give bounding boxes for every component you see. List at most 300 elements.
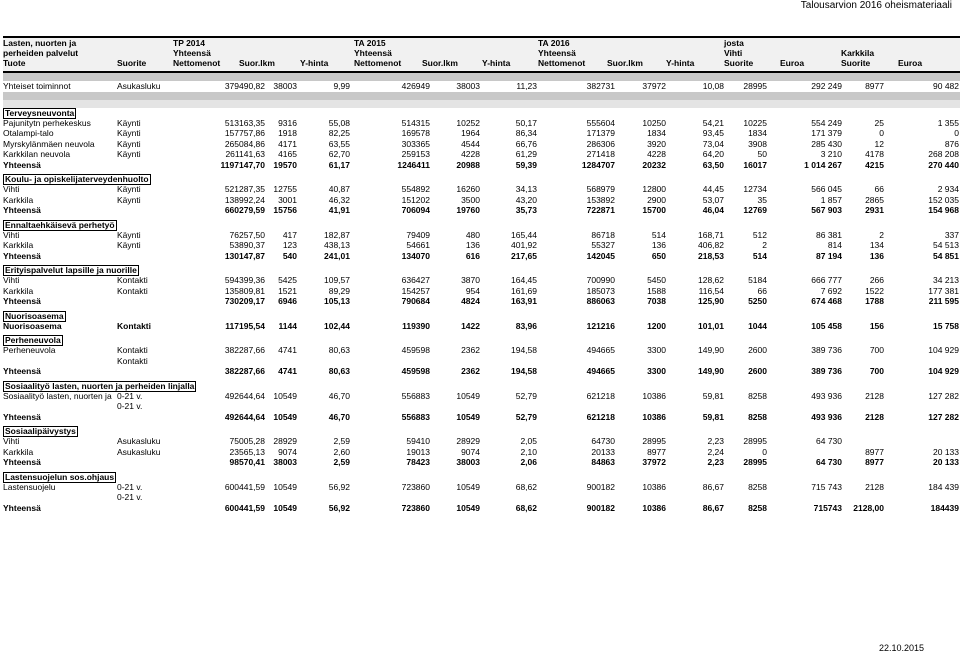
table-cell: Yhteiset toiminnot [3, 81, 71, 91]
table-cell: 1521 [278, 285, 297, 296]
total-row [3, 160, 960, 171]
table-cell: 68,62 [515, 502, 537, 513]
table-cell: 876 [944, 138, 959, 149]
table-cell: 35 [757, 194, 767, 205]
table-body [3, 73, 960, 513]
total-row [3, 296, 960, 307]
table-cell: Käynti [117, 229, 141, 240]
table-cell: 4741 [278, 366, 297, 376]
table-cell: 211 595 [928, 296, 959, 306]
table-cell: 389 736 [811, 366, 842, 376]
table-cell: 730209,17 [224, 296, 265, 306]
table-cell: 10386 [642, 481, 666, 492]
table-cell: 8258 [748, 390, 767, 401]
table-cell: 494665 [586, 345, 615, 355]
table-cell: 8977 [865, 446, 884, 457]
table-row [3, 230, 960, 241]
table-cell: Asukasluku [117, 436, 161, 446]
table-cell: 61,17 [328, 159, 350, 170]
table-cell: 149,90 [698, 366, 724, 376]
table-cell: 134070 [401, 250, 430, 261]
header-ta2015: TA 2015 Yhteensä Nettomenot [354, 38, 402, 68]
table-cell: 34 213 [933, 275, 959, 285]
table-cell: 493 936 [811, 411, 842, 422]
section-title: Ennaltaehkäisevä perhetyö [5, 219, 115, 230]
table-cell: 723860 [401, 481, 430, 492]
table-cell: 621218 [586, 390, 615, 401]
table-cell: 194,58 [511, 366, 537, 376]
table-cell: 3500 [461, 194, 480, 205]
table-cell: 46,70 [328, 390, 350, 401]
table-cell: 37972 [642, 457, 666, 467]
table-cell: 38003 [456, 457, 480, 467]
table-cell: 900182 [586, 481, 615, 492]
section-heading [3, 174, 960, 184]
header-euroa-karkkila: Euroa [898, 58, 923, 68]
table-row [3, 81, 960, 92]
table-cell: 55327 [591, 240, 615, 250]
table-row [3, 195, 960, 206]
table-cell: 1788 [865, 296, 884, 306]
table-cell: 10549 [456, 481, 480, 492]
table-cell: 104 929 [928, 345, 959, 355]
table-cell: 1197147,70 [220, 159, 265, 170]
header-tp2014: TP 2014 Yhteensä Nettomenot [173, 38, 221, 68]
table-cell: 2600 [748, 366, 767, 376]
table-cell: 142045 [586, 250, 615, 261]
table-cell: 568979 [586, 184, 615, 194]
table-cell: 161,69 [511, 285, 537, 296]
table-cell: 493 936 [811, 390, 842, 401]
total-row [3, 251, 960, 262]
table-cell: 5450 [647, 275, 666, 285]
table-cell: 44,45 [702, 184, 724, 194]
header-suorite: Suorite [117, 58, 147, 68]
table-cell: 138992,24 [224, 194, 265, 205]
table-cell: 417 [282, 229, 297, 240]
table-cell: 650 [651, 250, 666, 261]
table-cell: 3920 [647, 138, 666, 149]
table-cell: Yhteensä [3, 159, 41, 170]
table-cell: Yhteensä [3, 205, 41, 215]
table-cell: 61,29 [515, 149, 537, 159]
table-cell: 135809,81 [224, 285, 265, 296]
table-cell: 105 458 [811, 320, 842, 331]
table-row [3, 447, 960, 458]
table-cell: 19013 [406, 446, 430, 457]
table-cell: 886063 [586, 296, 615, 306]
table-cell: 50 [757, 149, 767, 159]
table-cell: 35,73 [515, 205, 537, 215]
table-cell: 151202 [401, 194, 430, 205]
table-cell: 10549 [456, 502, 480, 513]
table-row [3, 401, 960, 412]
table-cell: 64 730 [816, 436, 842, 446]
table-cell: 1834 [748, 128, 767, 138]
table-cell: 46,04 [702, 205, 724, 215]
table-cell: 10386 [642, 390, 666, 401]
header-suorlkm-2014: Suor.lkm [239, 58, 275, 68]
table-cell: Karkkila [3, 194, 34, 205]
table-cell: 80,63 [328, 345, 350, 355]
table-cell: 1918 [278, 128, 297, 138]
table-cell: 8977 [647, 446, 666, 457]
table-cell: 0 [762, 446, 767, 457]
table-cell: 63,50 [702, 159, 724, 170]
table-cell: 8258 [748, 481, 767, 492]
table-cell: 2600 [748, 345, 767, 355]
table-cell: 8977 [865, 81, 884, 91]
table-cell: 20232 [642, 159, 666, 170]
table-cell: 116,54 [698, 285, 724, 296]
table-cell: 459598 [401, 366, 430, 376]
table-cell: 9,99 [333, 81, 350, 91]
table-cell: 5425 [278, 275, 297, 285]
table-cell: 10549 [273, 502, 297, 513]
table-cell: 2,06 [520, 457, 537, 467]
table-cell: 20133 [591, 446, 615, 457]
section-heading [3, 311, 960, 321]
table-cell: 1284707 [581, 159, 615, 170]
table-cell: 16017 [743, 159, 767, 170]
table-cell: 2,60 [333, 446, 350, 457]
table-cell: 1246411 [397, 159, 430, 170]
table-cell: 7 692 [820, 285, 842, 296]
table-cell: 8258 [748, 502, 767, 513]
table-cell: Kontakti [117, 320, 151, 331]
table-cell: 66 [874, 184, 884, 194]
table-row [3, 356, 960, 367]
table-cell: 165,44 [511, 229, 537, 240]
table-cell: 540 [282, 250, 297, 261]
table-cell: 900182 [586, 502, 615, 513]
table-cell: 2,59 [333, 457, 350, 467]
table-cell: 12 [874, 138, 884, 149]
table-cell: 86,67 [702, 481, 724, 492]
table-cell: 20988 [456, 159, 480, 170]
table-cell: 401,92 [511, 240, 537, 250]
table-cell: 3300 [647, 345, 666, 355]
table-cell: 379490,82 [224, 81, 265, 91]
table-cell: 268 208 [928, 149, 959, 159]
table-row [3, 391, 960, 402]
table-cell: 8258 [748, 411, 767, 422]
table-cell: 621218 [586, 411, 615, 422]
table-cell: 303365 [401, 138, 430, 149]
table-cell: 790684 [401, 296, 430, 306]
table-cell: 90 482 [933, 81, 959, 91]
table-cell: 98570,41 [229, 457, 265, 467]
table-cell: 185073 [586, 285, 615, 296]
table-cell: Karkkila [3, 446, 34, 457]
table-cell: 52,79 [515, 411, 537, 422]
table-cell: 64 730 [816, 457, 842, 467]
table-cell: Nuorisoasema [3, 320, 62, 331]
table-cell: 34,13 [515, 184, 537, 194]
table-cell: 86,67 [702, 502, 724, 513]
section-title: Sosiaalityö lasten, nuorten ja perheiden linjalla [5, 380, 195, 391]
table-cell: 2865 [865, 194, 884, 205]
table-cell: 556883 [401, 411, 430, 422]
table-cell: 53890,37 [229, 240, 265, 250]
table-cell: 266 [869, 275, 884, 285]
table-cell: 164,45 [511, 275, 537, 285]
table-cell: 512 [752, 229, 767, 240]
table-cell: Karkkila [3, 285, 34, 296]
table-cell: 4178 [865, 149, 884, 159]
table-cell: 50,17 [515, 117, 537, 128]
table-cell: 566 045 [811, 184, 842, 194]
table-cell: 954 [465, 285, 480, 296]
table-cell: 10252 [456, 117, 480, 128]
table-cell: 700 [869, 366, 884, 376]
table-cell: 152 035 [928, 194, 959, 205]
table-cell: 265084,86 [224, 138, 265, 149]
table-cell: 556883 [401, 390, 430, 401]
table-cell: 1144 [278, 320, 297, 331]
table-cell: 55,08 [328, 117, 350, 128]
table-cell: 1044 [748, 320, 767, 331]
table-cell: 78423 [406, 457, 430, 467]
table-cell: 20 133 [933, 457, 959, 467]
table-cell: 64730 [591, 436, 615, 446]
table-cell: 149,90 [698, 345, 724, 355]
table-cell: 1200 [647, 320, 666, 331]
table-row [3, 482, 960, 493]
table-cell: 10,08 [702, 81, 724, 91]
table-cell: Perheneuvola [3, 345, 56, 355]
table-cell: 1964 [461, 128, 480, 138]
table-cell: 41,91 [328, 205, 350, 215]
table-cell: 2 934 [937, 184, 959, 194]
table-cell: 15 758 [933, 320, 959, 331]
table-cell: 521287,35 [224, 184, 265, 194]
table-cell: 40,87 [328, 184, 350, 194]
table-cell: 285 430 [811, 138, 842, 149]
table-cell: 492644,64 [224, 411, 265, 422]
table-cell: 2,24 [707, 446, 724, 457]
table-cell: 10225 [743, 117, 767, 128]
table-cell: Kontakti [117, 345, 148, 355]
table-cell: 337 [944, 229, 959, 240]
table-cell: 105,13 [324, 296, 350, 306]
table-cell: Vihti [3, 275, 20, 285]
table-cell: 4228 [461, 149, 480, 159]
table-cell: 101,01 [698, 320, 724, 331]
table-cell: 25 [874, 117, 884, 128]
table-cell: 83,96 [515, 320, 537, 331]
table-cell: 2,05 [520, 436, 537, 446]
table-cell: 37972 [642, 81, 666, 91]
table-cell: Otalampi-talo [3, 128, 54, 138]
table-cell: 814 [827, 240, 842, 250]
table-cell: 9316 [278, 117, 297, 128]
table-cell: 46,70 [328, 411, 350, 422]
table-cell: 87 194 [816, 250, 842, 261]
table-cell: 426949 [401, 81, 430, 91]
table-cell: 59,39 [515, 159, 537, 170]
table-cell: 4165 [278, 149, 297, 159]
table-cell: 80,63 [328, 366, 350, 376]
table-cell: 177 381 [928, 285, 959, 296]
table-cell: 3001 [278, 194, 297, 205]
total-row [3, 205, 960, 216]
table-cell: 715 743 [811, 481, 842, 492]
table-cell: 4544 [461, 138, 480, 149]
table-cell: 171379 [586, 128, 615, 138]
table-row [3, 345, 960, 356]
table-cell: 3300 [647, 366, 666, 376]
table-cell: 10549 [456, 390, 480, 401]
table-cell: 10250 [642, 117, 666, 128]
table-cell: Kontakti [117, 285, 148, 296]
table-cell: 54 851 [933, 250, 959, 261]
table-cell: 715743 [813, 502, 842, 513]
table-cell: 1 014 267 [804, 159, 842, 170]
table-row [3, 184, 960, 195]
table-cell: 554892 [401, 184, 430, 194]
row-separator [3, 73, 960, 81]
footer-date: 22.10.2015 [878, 643, 924, 653]
table-cell: 154 968 [928, 205, 959, 215]
table-cell: 438,13 [324, 240, 350, 250]
table-cell: 241,01 [324, 250, 350, 261]
table-cell: 104 929 [928, 366, 959, 376]
table-cell: 127 282 [928, 411, 959, 422]
table-cell: 261141,63 [225, 149, 265, 159]
table-cell: 554 249 [811, 117, 842, 128]
table-cell: Käynti [117, 184, 141, 194]
table-cell: Karkkilan neuvola [3, 149, 71, 159]
table-cell: 494665 [586, 366, 615, 376]
table-cell: 1422 [461, 320, 480, 331]
table-cell: 93,45 [702, 128, 724, 138]
table-cell: Vihti [3, 436, 20, 446]
header-suorlkm-2015: Suor.lkm [422, 58, 458, 68]
table-row [3, 436, 960, 447]
table-cell: 3 210 [820, 149, 842, 159]
table-cell: 125,90 [698, 296, 724, 306]
table-cell: 59,81 [702, 390, 724, 401]
table-cell: 79409 [406, 229, 430, 240]
table-cell: 2128 [865, 411, 884, 422]
table-cell: 674 468 [811, 296, 842, 306]
table-row [3, 286, 960, 297]
table-cell: Myrskylänmäen neuvola [3, 138, 95, 149]
table-cell: 163,91 [511, 296, 537, 306]
table-cell: 514 [651, 229, 666, 240]
table-cell: 286306 [586, 138, 615, 149]
table-cell: 168,71 [698, 229, 724, 240]
table-cell: Yhteensä [3, 366, 41, 376]
section-heading [3, 265, 960, 275]
table-cell: 0-21 v. [117, 492, 143, 502]
section-heading [3, 426, 960, 436]
table-cell: 43,20 [515, 194, 537, 205]
table-cell: 1834 [647, 128, 666, 138]
section-heading [3, 472, 960, 482]
table-cell: 56,92 [328, 502, 350, 513]
table-cell: 0-21 v. [117, 390, 143, 401]
table-cell: 0-21 v. [117, 401, 143, 411]
table-cell: 382287,66 [224, 345, 265, 355]
table-cell: 616 [465, 250, 480, 261]
table-cell: 136 [465, 240, 480, 250]
table-cell: 4741 [278, 345, 297, 355]
table-cell: 2,23 [707, 436, 724, 446]
table-row [3, 275, 960, 286]
section-title: Erityispalvelut lapsille ja nuorille [5, 265, 137, 275]
table-cell: 270 440 [928, 159, 959, 170]
table-cell: 4824 [461, 296, 480, 306]
table-cell: Karkkila [3, 240, 34, 250]
table-cell: 154257 [401, 285, 430, 296]
header-yhinta-2015: Y-hinta [482, 58, 511, 68]
table-cell: Vihti [3, 229, 20, 240]
table-cell: 157757,86 [224, 128, 265, 138]
total-row [3, 503, 960, 514]
table-cell: 10386 [642, 502, 666, 513]
table-cell: 636427 [401, 275, 430, 285]
table-cell: 121216 [586, 320, 615, 331]
row-separator [3, 92, 960, 100]
table-cell: 38003 [273, 81, 297, 91]
table-cell: 59,81 [702, 411, 724, 422]
table-cell: 127 282 [928, 390, 959, 401]
table-cell: 62,70 [328, 149, 350, 159]
table-cell: 9074 [278, 446, 297, 457]
table-cell: Asukasluku [117, 446, 161, 457]
table-cell: 3908 [748, 138, 767, 149]
table-cell: 722871 [586, 205, 615, 215]
table-cell: 38003 [273, 457, 297, 467]
section-heading [3, 381, 960, 391]
table-cell: 153892 [586, 194, 615, 205]
table-cell: 2931 [865, 205, 884, 215]
table-cell: 0 [879, 128, 884, 138]
table-cell: 15756 [273, 205, 297, 215]
table-cell: 2128,00 [853, 502, 884, 513]
table-row [3, 128, 960, 139]
table-cell: 2,10 [520, 446, 537, 457]
table-cell: 28929 [273, 436, 297, 446]
table-cell: 86,34 [515, 128, 537, 138]
table-cell: 102,44 [324, 320, 350, 331]
table-cell: 218,53 [698, 250, 724, 261]
table-cell: 9074 [461, 446, 480, 457]
table-cell: 75005,28 [229, 436, 265, 446]
table-cell: 20 133 [933, 446, 959, 457]
section-title: Nuorisoasema [5, 310, 64, 321]
table-cell: Yhteensä [3, 457, 41, 467]
table-cell: Vihti [3, 184, 20, 194]
table-cell: 54 513 [933, 240, 959, 250]
table-cell: 0-21 v. [117, 481, 143, 492]
table-cell: 4171 [278, 138, 297, 149]
table-cell: 706094 [401, 205, 430, 215]
table-cell: 492644,64 [224, 390, 265, 401]
table-cell: 28995 [743, 436, 767, 446]
table-cell: 128,62 [698, 275, 724, 285]
table-cell: 700990 [586, 275, 615, 285]
table-cell: 84863 [591, 457, 615, 467]
table-cell: 53,07 [702, 194, 724, 205]
table-cell: 28995 [743, 81, 767, 91]
header-ta2016: TA 2016 Yhteensä Nettomenot [538, 38, 586, 68]
table-cell: Sosiaalityö lasten, nuorten ja [3, 390, 112, 401]
header-suorlkm-2016: Suor.lkm [607, 58, 643, 68]
table-row [3, 492, 960, 503]
